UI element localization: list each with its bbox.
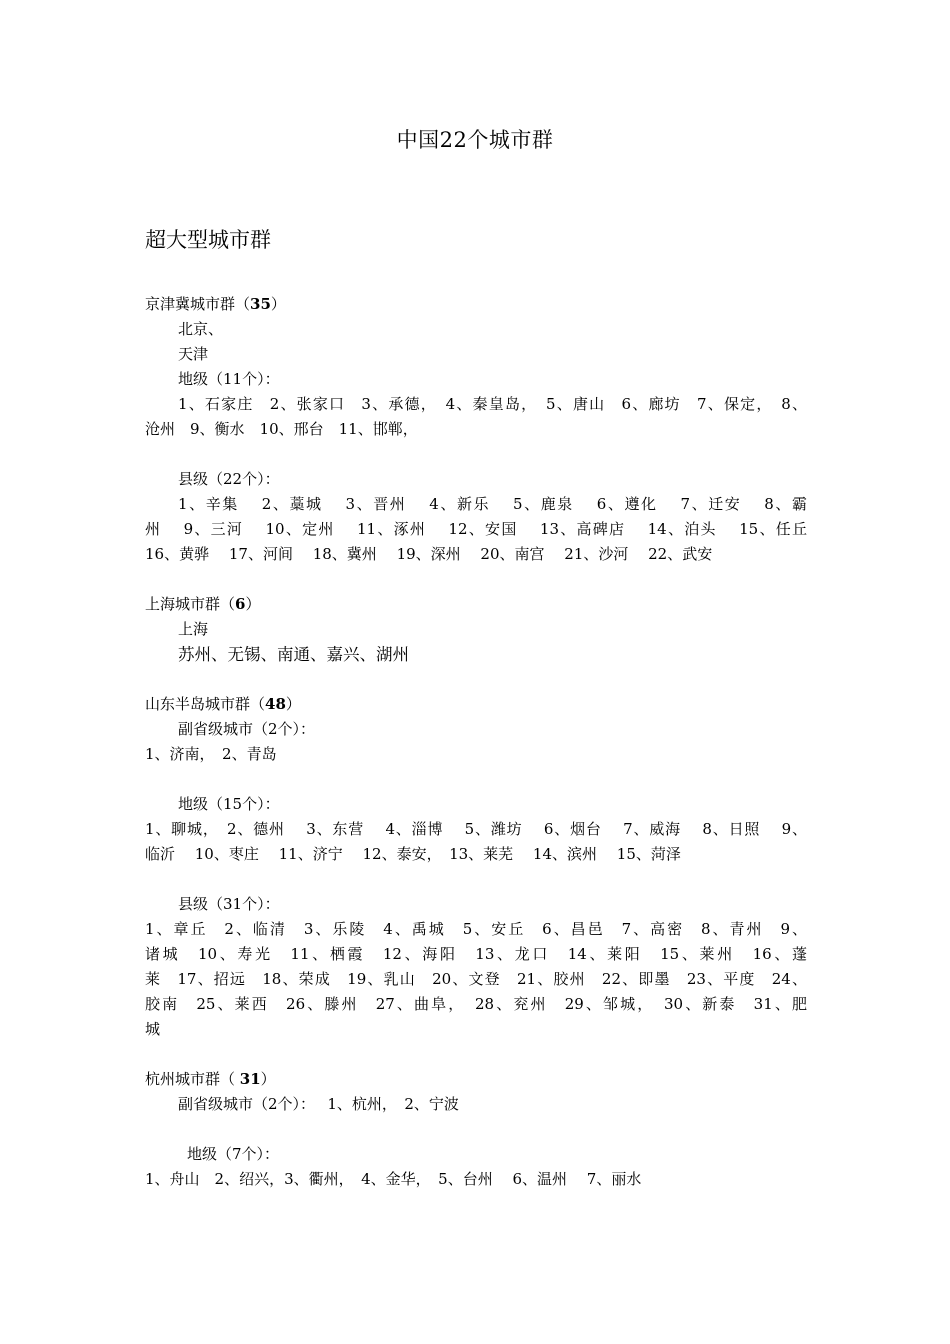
group-count: 6 xyxy=(235,595,246,613)
text-line: 县级（31个）： xyxy=(178,895,280,913)
document-body xyxy=(145,292,807,1192)
group-count: 48 xyxy=(265,695,286,713)
text-line: 北京、 xyxy=(178,320,224,338)
text-line: 1、聊城， 2、德州 3、东营 4、淄博 5、潍坊 6、烟台 7、威海 8、日照 9、 xyxy=(145,820,807,838)
text-line: 州 9、三河 10、定州 11、涿州 12、安国 13、高碑店 14、泊头 15、任丘 xyxy=(145,520,807,538)
text-line: 上海 xyxy=(178,620,209,638)
text-line: 临沂 10、枣庄 11、济宁 12、泰安， 13、莱芜 14、滨州 15、菏泽 xyxy=(145,845,681,863)
page-title: 中国22个城市群 xyxy=(396,128,554,152)
text-line: 城 xyxy=(145,1020,161,1038)
text-line: 地级（7个）： xyxy=(187,1145,280,1163)
group-heading-shanghai: 上海城市群（6） xyxy=(145,595,261,613)
text-line: 县级（22个）： xyxy=(178,470,280,488)
text-line: 1、章丘 2、临清 3、乐陵 4、禹城 5、安丘 6、昌邑 7、高密 8、青州 9、 xyxy=(145,920,807,938)
text-line: 诸城 10、寿光 11、栖霞 12、海阳 13、龙口 14、莱阳 15、莱州 16、蓬 xyxy=(145,945,807,963)
text-line: 1、石家庄 2、张家口 3、承德， 4、秦皇岛， 5、唐山 6、廊坊 7、保定， 8、 xyxy=(178,395,807,413)
text-line: 胶南 25、莱西 26、滕州 27、曲阜， 28、兖州 29、邹城， 30、新泰 31、肥 xyxy=(145,995,807,1013)
group-heading-jingjinji: 京津冀城市群（35） xyxy=(145,295,286,313)
text-line: 副省级城市（2个）： xyxy=(178,720,316,738)
text-line: 天津 xyxy=(178,345,209,363)
group-count: 35 xyxy=(250,295,271,313)
group-heading-shandong: 山东半岛城市群（48） xyxy=(145,695,301,713)
text-line: 副省级城市（2个）： 1、杭州， 2、宁波 xyxy=(178,1095,459,1113)
text-line: 沧州 9、衡水 10、邢台 11、邯郸， xyxy=(145,420,418,438)
text-line: 1、舟山 2、绍兴，3、衢州， 4、金华， 5、台州 6、温州 7、丽水 xyxy=(145,1170,642,1188)
text-line: 16、黄骅 17、河间 18、冀州 19、深州 20、南宫 21、沙河 22、武安 xyxy=(145,545,713,563)
text-line: 1、济南， 2、青岛 xyxy=(145,745,277,763)
text-line: 地级（11个）： xyxy=(178,370,280,388)
group-count: 31 xyxy=(239,1070,261,1088)
text-line: 苏州、无锡、南通、嘉兴、湖州 xyxy=(178,645,409,664)
text-line: 1、辛集 2、藁城 3、晋州 4、新乐 5、鹿泉 6、遵化 7、迁安 8、霸 xyxy=(178,495,807,513)
group-heading-hangzhou: 杭州城市群（ 31） xyxy=(145,1070,276,1088)
text-line: 莱 17、招远 18、荣成 19、乳山 20、文登 21、胶州 22、即墨 23、平度 24、 xyxy=(145,970,807,988)
section-title: 超大型城市群 xyxy=(145,228,271,252)
text-line: 地级（15个）： xyxy=(178,795,280,813)
